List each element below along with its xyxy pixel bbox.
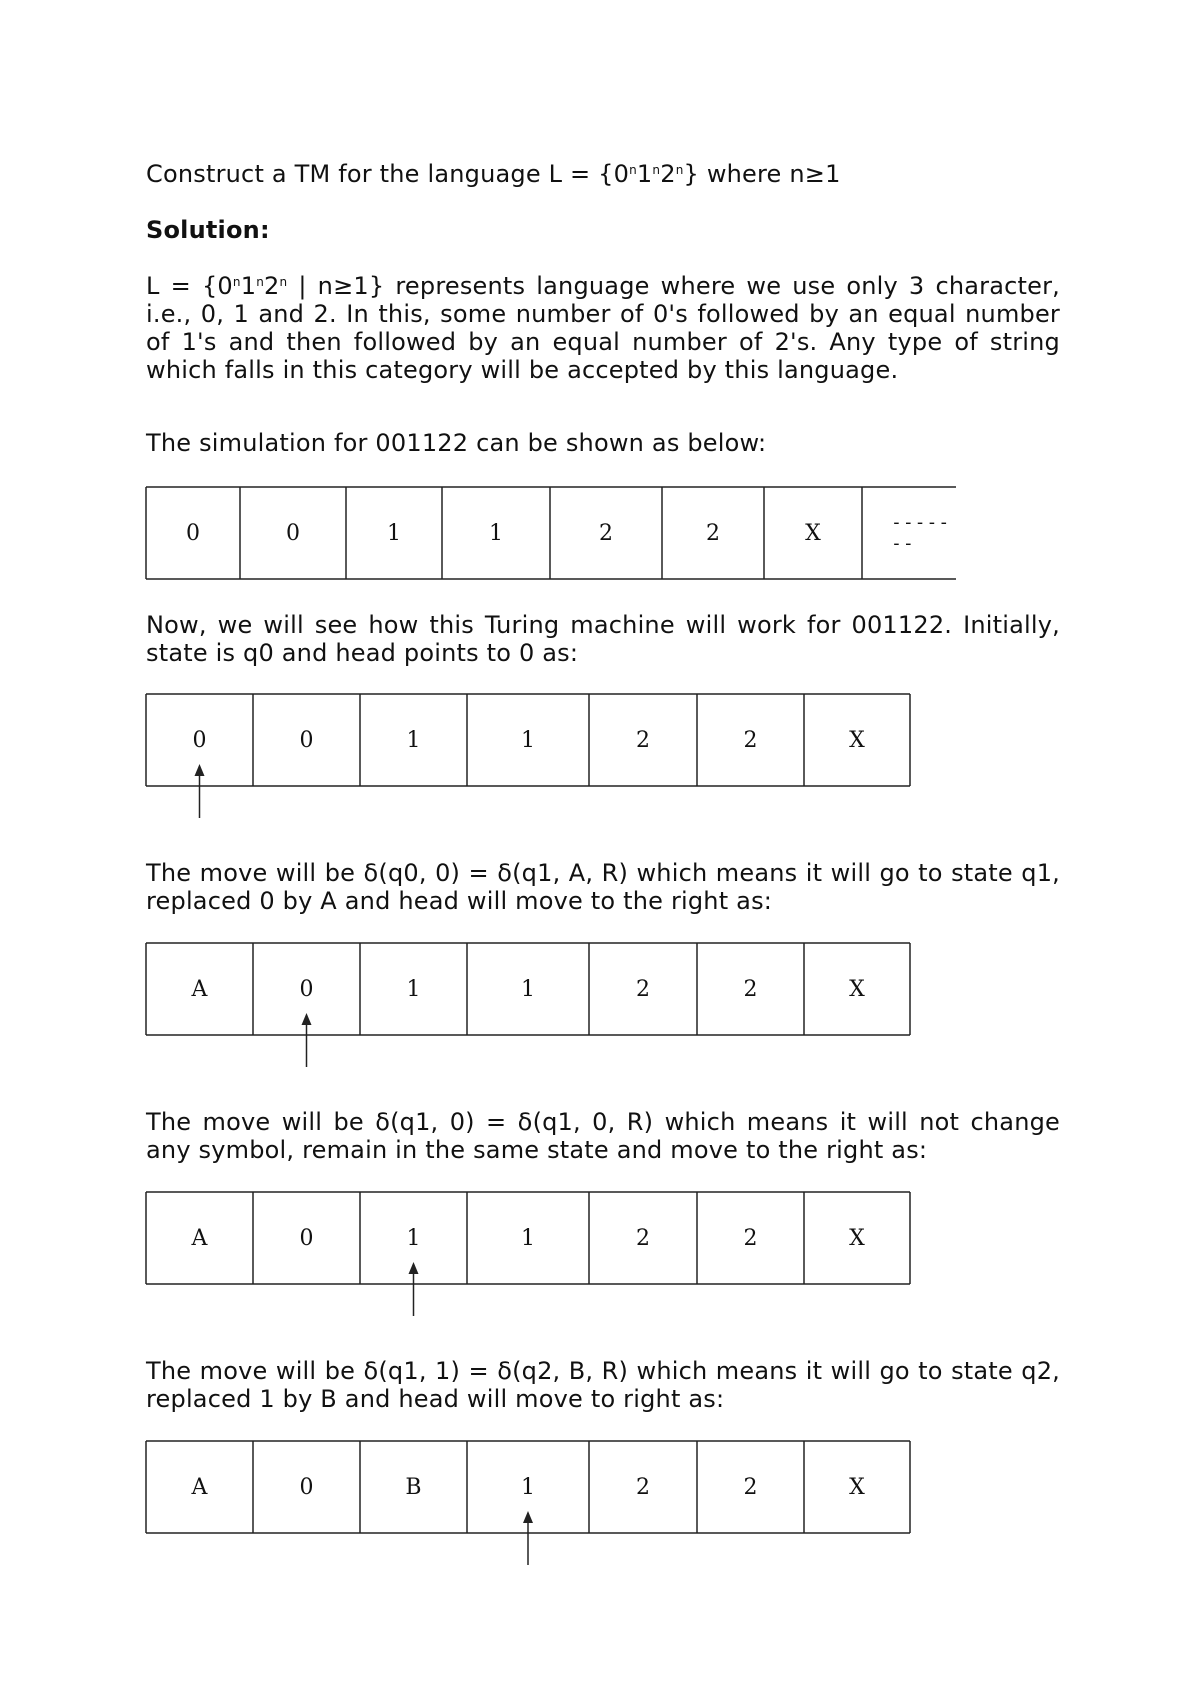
tape-cell: 1 — [489, 520, 503, 546]
tape-cell: 0 — [299, 976, 314, 1002]
problem-one: 1 — [636, 160, 653, 188]
tape-cell: X — [849, 976, 865, 1002]
step-4-text: The move will be δ(q1, 1) = δ(q2, B, R) which means it will go to state q2, replaced 1 by B and head will move to right as: — [146, 1357, 1060, 1413]
problem-two: 2 — [660, 160, 676, 188]
tape-cell: 2 — [743, 727, 758, 753]
intro-rest: | n≥1} represents language where we use only 3 character, i.e., 0, 1 and 2. In this, some number of 0's followed by an equal number of 1's and then followed by an equal number of 2's. Any type of string which falls in this category will be accepted by this language. — [146, 272, 1060, 384]
problem-prefix: Construct a TM for the language L = {0 — [146, 160, 630, 188]
tape-step-1 — [146, 694, 910, 786]
tape-cell: B — [405, 1474, 422, 1500]
problem-suffix: } where n≥1 — [683, 160, 841, 188]
tape-cell: 2 — [636, 727, 650, 753]
tape-cell: 2 — [743, 1474, 758, 1500]
exponent-n: n — [629, 163, 637, 177]
tape-cell: X — [849, 1474, 865, 1500]
tape-cell: 1 — [406, 727, 421, 753]
tape-cell: 2 — [636, 1225, 650, 1251]
tape-cell: 2 — [743, 976, 758, 1002]
tape-cell: X — [849, 727, 865, 753]
tape-cell: A — [191, 1474, 208, 1500]
exponent-n: n — [652, 163, 661, 177]
tape-cell: A — [191, 1225, 208, 1251]
tape-cell: 2 — [706, 520, 720, 546]
tape-continuation: ------- — [891, 512, 951, 554]
tape-cell: X — [849, 1225, 865, 1251]
exponent-n: n — [256, 275, 265, 289]
tape-cell: 0 — [299, 1225, 314, 1251]
exponent-n: n — [232, 275, 241, 289]
exponent-n: n — [279, 275, 288, 289]
problem-statement — [146, 160, 1060, 188]
tape-initial — [146, 487, 956, 579]
tape-cell: 2 — [599, 520, 613, 546]
tape-cell: X — [805, 520, 821, 546]
tape-cell: 1 — [521, 1225, 535, 1251]
tape-cell: 2 — [636, 976, 650, 1002]
tape-cell: 0 — [299, 727, 314, 753]
step-1-text: Now, we will see how this Turing machine will work for 001122. Initially, state is q0 and head points to 0 as: — [146, 611, 1060, 667]
tape-cell: 0 — [286, 520, 300, 546]
intro-paragraph — [146, 272, 1060, 384]
tape-cell: 1 — [521, 976, 535, 1002]
tape-cell: 1 — [406, 1225, 421, 1251]
exponent-n: n — [675, 163, 684, 177]
tape-step-4 — [146, 1441, 910, 1533]
tape-cell: 2 — [743, 1225, 758, 1251]
step-3-text: The move will be δ(q1, 0) = δ(q1, 0, R) which means it will not change any symbol, remain in the same state and move to the right as: — [146, 1108, 1060, 1164]
tape-cell: 1 — [521, 727, 535, 753]
tape-cell: 0 — [186, 520, 200, 546]
tape-cell: A — [191, 976, 208, 1002]
tape-step-3 — [146, 1192, 910, 1284]
tape-cell: 2 — [636, 1474, 650, 1500]
solution-heading: Solution: — [146, 216, 270, 244]
step-2-text: The move will be δ(q0, 0) = δ(q1, A, R) which means it will go to state q1, replaced 0 by A and head will move to the right as: — [146, 859, 1060, 915]
tape-cell: 1 — [521, 1474, 535, 1500]
tape-cell: 0 — [192, 727, 207, 753]
tape-cell: 0 — [299, 1474, 314, 1500]
tape-step-2 — [146, 943, 910, 1035]
simulation-intro: The simulation for 001122 can be shown as below: — [146, 429, 767, 457]
intro-prefix: L = {0 — [146, 272, 233, 300]
intro-one: 1 — [240, 272, 257, 300]
tape-cell: 1 — [406, 976, 421, 1002]
intro-two: 2 — [264, 272, 280, 300]
tape-cell: 1 — [387, 520, 401, 546]
